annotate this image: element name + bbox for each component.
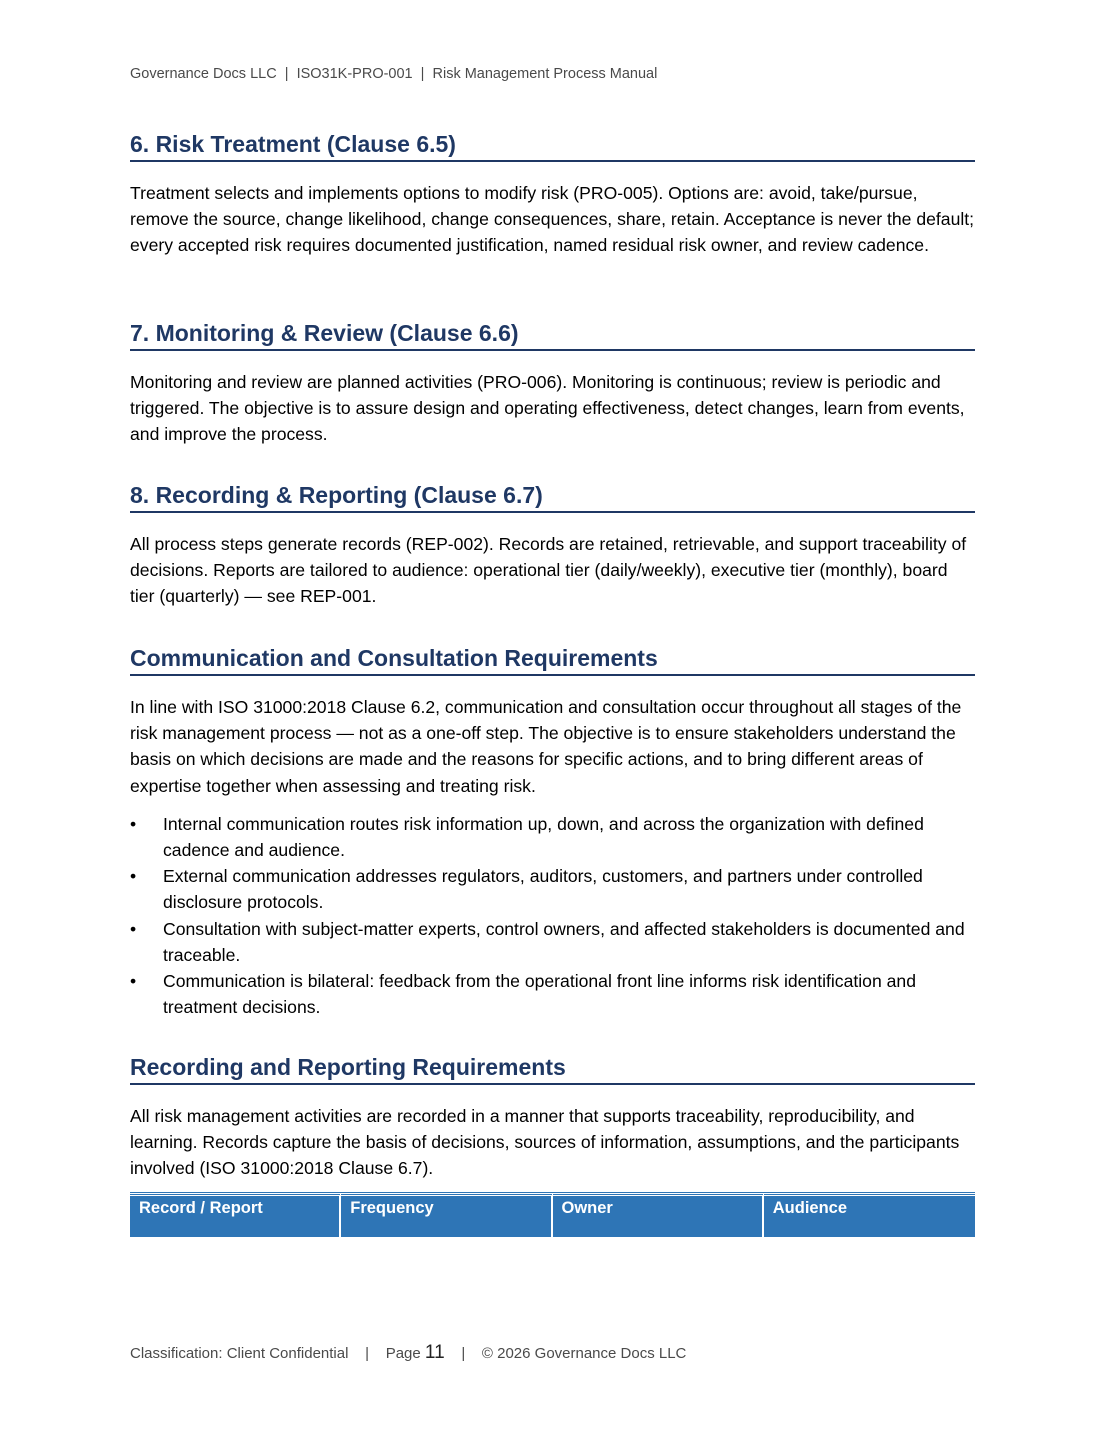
column-header-record: Record / Report — [130, 1193, 341, 1237]
running-header: Governance Docs LLC | ISO31K-PRO-001 | Risk Management Process Manual — [130, 66, 658, 82]
list-item-text: Communication is bilateral: feedback from the operational front line informs risk identification and treatment decisions. — [163, 971, 916, 1018]
bullet-icon: • — [130, 866, 137, 887]
footer-separator: | — [461, 1345, 466, 1362]
list-item-text: External communication addresses regulators, auditors, customers, and partners under controlled disclosure protocols. — [163, 866, 923, 913]
list-item — [130, 968, 975, 1020]
copyright-text: © 2026 Governance Docs LLC — [481, 1345, 687, 1362]
list-item-text: Consultation with subject-matter experts, control owners, and affected stakeholders is documented and traceable. — [163, 918, 965, 965]
section-body: All risk management activities are recorded in a manner that supports traceability, reproducibility, and learning. Records capture the basis of decisions, sources of information, assumptions, and the participants involved (ISO 31000:2018 Clause 6.7). — [130, 1106, 960, 1179]
section-body: Treatment selects and implements options to modify risk (PRO-005). Options are: avoid, take/pursue, remove the source, change likelihood, change consequences, share, retain. Acceptance is never the default; every accepted risk requires documented justification, named residual risk owner, and review cadence. — [130, 183, 975, 256]
section-heading: Communication and Consultation Requirements — [130, 644, 975, 676]
list-item — [130, 916, 975, 968]
page-label: Page — [385, 1345, 421, 1362]
column-header-frequency: Frequency — [341, 1193, 552, 1237]
section-body: Monitoring and review are planned activities (PRO-006). Monitoring is continuous; review is periodic and triggered. The objective is to assure design and operating effectiveness, detect changes, learn from events, and improve the process. — [130, 372, 965, 445]
footer-separator: | — [365, 1345, 370, 1362]
classification-label: Classification: Client Confidential — [130, 1345, 349, 1362]
section-risk-treatment — [130, 130, 975, 259]
bullet-icon: • — [130, 971, 137, 992]
section-heading: 8. Recording & Reporting (Clause 6.7) — [130, 481, 975, 513]
section-heading: 6. Risk Treatment (Clause 6.5) — [130, 130, 975, 162]
section-heading: 7. Monitoring & Review (Clause 6.6) — [130, 319, 975, 351]
page-number: 11 — [424, 1342, 445, 1363]
section-body: In line with ISO 31000:2018 Clause 6.2, communication and consultation occur throughout all stages of the risk management process — not as a one-off step. The objective is to ensure stakeholders understand the basis on which decisions are made and the reasons for specific actions, and to bring different areas of expertise together when assessing and treating risk. — [130, 697, 962, 796]
bullet-icon: • — [130, 918, 137, 939]
list-item — [130, 863, 975, 915]
section-recording-reporting — [130, 481, 975, 610]
list-item — [130, 811, 975, 863]
column-header-audience: Audience — [764, 1193, 975, 1237]
records-table — [130, 1193, 975, 1237]
table-header-row — [130, 1193, 975, 1237]
column-header-owner: Owner — [553, 1193, 764, 1237]
bullet-icon: • — [130, 813, 137, 834]
bullet-list — [130, 811, 975, 1021]
section-body: All process steps generate records (REP-002). Records are retained, retrievable, and support traceability of decisions. Reports are tailored to audience: operational tier (daily/weekly), executive tier (monthly), board tier (quarterly) — see REP-001. — [130, 534, 967, 607]
section-recording-reporting-requirements — [130, 1053, 975, 1182]
page-footer — [130, 1342, 686, 1364]
list-item-text: Internal communication routes risk information up, down, and across the organization with defined cadence and audience. — [163, 813, 924, 861]
section-communication-consultation — [130, 644, 975, 1020]
section-monitoring-review — [130, 319, 975, 448]
section-heading: Recording and Reporting Requirements — [130, 1053, 975, 1085]
